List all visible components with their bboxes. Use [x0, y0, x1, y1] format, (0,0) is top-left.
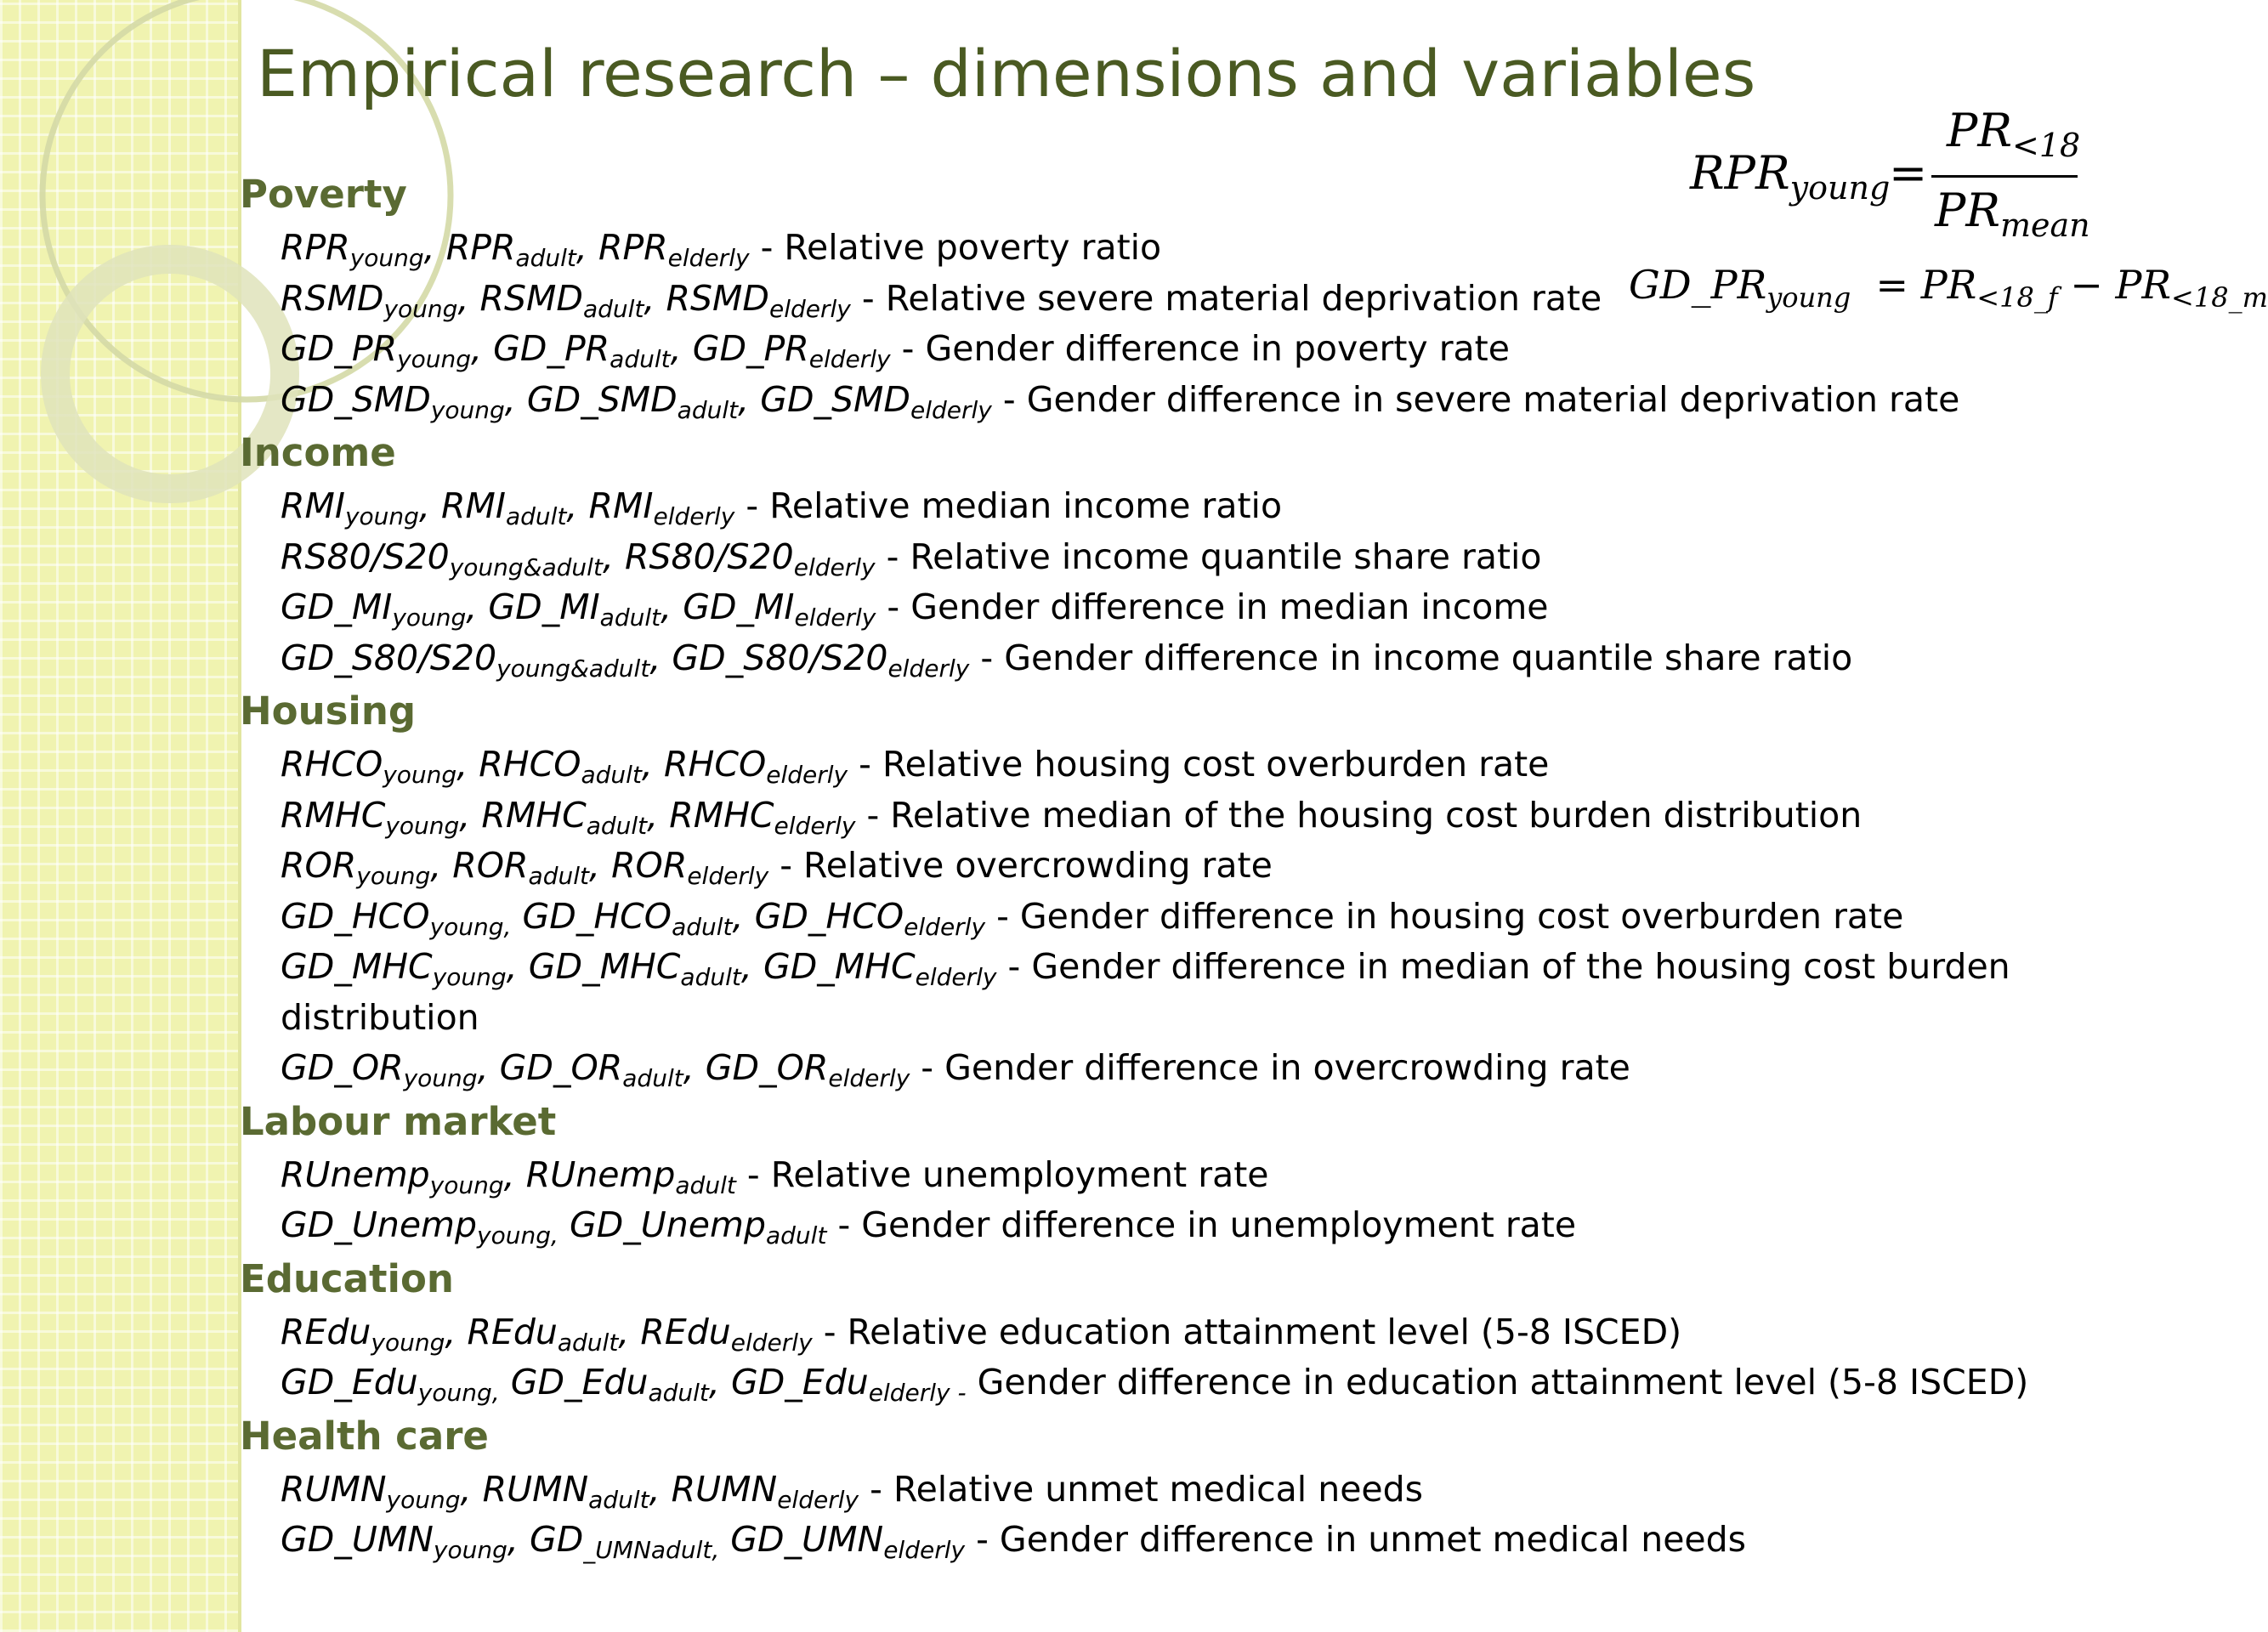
variable-description: - Relative median income ratio [734, 485, 1283, 526]
dimension-section [240, 425, 2144, 683]
variable-line [281, 790, 2144, 842]
variable-description: - Relative poverty ratio [749, 227, 1162, 268]
variable-subscript: young [371, 1328, 445, 1357]
variable-line [281, 942, 2144, 993]
variable-name: REdu [467, 1311, 558, 1352]
variable-name: REdu [640, 1311, 731, 1352]
variable-name: ROR [452, 845, 529, 886]
variable-subscript: adult [581, 761, 642, 789]
variable-line [281, 582, 2144, 633]
variable-subscript: adult [588, 1485, 649, 1514]
variable-subscript: adult [505, 502, 567, 530]
variable-name: GD_MHC [528, 946, 681, 987]
variable-separator: , [466, 586, 489, 627]
formula-gd-pr-term1: PR [1920, 262, 1977, 308]
variable-subscript: elderly [687, 862, 769, 890]
variable-line [281, 1515, 2144, 1566]
dimension-section [240, 167, 2144, 425]
variable-description: - Relative education attainment level (5-8 ISCED) [812, 1311, 1682, 1352]
variable-name: GD_Edu [730, 1362, 869, 1402]
variable-subscript: elderly [828, 1064, 910, 1092]
variable-subscript: young [430, 395, 505, 424]
variable-subscript: young [432, 963, 507, 991]
variable-subscript: elderly [768, 294, 851, 323]
variable-description: - Relative median of the housing cost burden distribution [855, 794, 1863, 836]
variable-separator: , [649, 1468, 672, 1510]
variable-subscript: young [385, 811, 460, 840]
variable-separator: , [576, 227, 598, 268]
variable-description: - Gender difference in overcrowding rate [910, 1047, 1630, 1088]
formula-rpr-numerator [1947, 104, 2081, 164]
variable-separator [558, 1204, 570, 1245]
dimension-section [240, 1094, 2144, 1251]
variable-subscript: adult [528, 862, 589, 890]
variable-name: GD_PR [493, 328, 610, 369]
variable-name: RSMD [666, 277, 769, 319]
variable-name: GD_SMD [281, 378, 431, 420]
variable-subscript: elderly [667, 244, 750, 272]
dimension-heading: Income [240, 430, 396, 475]
variable-line [281, 1200, 2144, 1251]
variable-separator: , [430, 845, 453, 886]
variable-separator: , [708, 1362, 731, 1402]
variable-name: GD_S80/S20 [672, 637, 888, 678]
formula-rpr-equals: = [1889, 146, 1928, 200]
variable-name: RHCO [281, 744, 383, 785]
variable-subscript: elderly [887, 654, 970, 683]
variable-description: - Relative income quantile share ratio [875, 536, 1542, 577]
variable-subscript: adult [677, 395, 739, 424]
variable-subscript: elderly [915, 963, 997, 991]
variable-name: GD_MHC [763, 946, 916, 987]
variable-name: RS80/S20 [281, 536, 450, 577]
variable-subscript: adult [765, 1221, 827, 1250]
variable-line [281, 324, 2144, 375]
variable-name: RUMN [671, 1468, 778, 1510]
variable-description: - Relative housing cost overburden rate [848, 744, 1550, 785]
variable-name: RUnemp [525, 1153, 676, 1195]
variable-subscript: adult [648, 1379, 709, 1407]
variable-name: RPR [445, 227, 516, 268]
variable-name: ROR [611, 845, 688, 886]
variable-subscript: elderly [766, 761, 848, 789]
variable-subscript: young [356, 862, 431, 890]
variable-separator: , [459, 794, 482, 836]
formula-gd-pr-term2-sub: <18_m [2171, 281, 2268, 314]
variable-name: GD_UMN [281, 1519, 434, 1560]
variable-separator: , [471, 328, 494, 369]
variable-subscript: elderly [904, 912, 986, 941]
variable-separator: , [738, 378, 761, 420]
variable-name: RMI [281, 485, 345, 526]
variable-name: RSMD [281, 277, 384, 319]
variable-subscript: elderly [774, 811, 856, 840]
variable-name: GD_MHC [281, 946, 433, 987]
formula-gd-pr-term2: PR [2115, 262, 2172, 308]
variable-name: GD_UMN [730, 1519, 884, 1560]
variable-separator: , [503, 1153, 526, 1195]
variable-separator: , [602, 536, 626, 577]
variable-description: Gender difference in education attainment level (5-8 ISCED) [966, 1362, 2029, 1402]
variable-name: GD_MI [488, 586, 600, 627]
variable-description: - Gender difference in housing cost overburden rate [985, 895, 1904, 937]
variable-description: - Gender difference in poverty rate [890, 328, 1510, 369]
variable-separator [511, 896, 522, 937]
variable-description: - Relative severe material deprivation rate [850, 277, 1602, 319]
variable-separator: , [647, 794, 670, 836]
variable-line [281, 633, 2144, 684]
variable-line [281, 1465, 2144, 1516]
variable-name: GD_HCO [754, 895, 904, 937]
formula-rpr-numerator-sub: <18 [2012, 127, 2081, 164]
variable-description: - Gender difference in median income [876, 586, 1549, 627]
variable-line [281, 375, 2144, 426]
variable-line [281, 841, 2144, 892]
formula-rpr-denominator-base: PR [1935, 184, 2000, 237]
variable-subscript: elderly - [868, 1379, 967, 1407]
formula-rpr-denominator-sub: mean [2000, 207, 2090, 244]
variable-separator: , [683, 1047, 706, 1088]
variable-name: RMI [588, 485, 654, 526]
variable-name: GD_Edu [281, 1362, 418, 1402]
variable-subscript: young [383, 761, 457, 789]
variable-line [281, 1043, 2144, 1094]
variable-name: GD_OR [281, 1047, 404, 1088]
variable-subscript: young [403, 1064, 478, 1092]
variable-name: GD_SMD [760, 378, 910, 420]
variable-name: GD_MI [683, 586, 795, 627]
variable-subscript: elderly [794, 604, 876, 632]
variable-name: RPR [281, 227, 350, 268]
variable-name: RS80/S20 [625, 536, 794, 577]
variable-subscript: young [433, 1536, 507, 1564]
variable-line [281, 1357, 2144, 1408]
dimension-heading: Labour market [240, 1098, 557, 1144]
variable-subscript: elderly [730, 1328, 813, 1357]
variable-subscript: elderly [793, 552, 876, 581]
variable-subscript: young [349, 244, 424, 272]
variable-separator: , [732, 895, 755, 937]
variable-name: GD_Edu [510, 1362, 649, 1402]
variable-subscript: young [383, 294, 458, 323]
variable-name: ROR [281, 845, 357, 886]
variable-line [281, 223, 2144, 274]
variable-name: REdu [281, 1311, 371, 1352]
variable-name: GD_OR [705, 1047, 829, 1088]
variable-subscript: elderly [777, 1485, 859, 1514]
variable-name: RSMD [479, 277, 583, 319]
variable-line [281, 1150, 2144, 1201]
variable-subscript: adult [557, 1328, 619, 1357]
variable-name: GD_OR [499, 1047, 623, 1088]
variable-name: RUMN [482, 1468, 589, 1510]
formula-gd-pr-equals: = [1875, 262, 1909, 308]
variable-name: GD_PR [281, 328, 398, 369]
dimension-heading: Education [240, 1255, 454, 1301]
variable-separator: , [457, 277, 480, 319]
variable-subscript: young [386, 1485, 461, 1514]
variable-description: - Gender difference in unmet medical needs [965, 1519, 1747, 1560]
variable-name: RMHC [281, 794, 386, 836]
variable-subscript: young [397, 345, 472, 373]
variable-line [281, 1307, 2144, 1358]
variable-separator: , [661, 586, 683, 627]
variable-line [281, 274, 2144, 325]
variable-separator [719, 1519, 730, 1560]
variable-separator: , [506, 946, 529, 987]
dimension-section [240, 1408, 2144, 1566]
variable-name: GD [529, 1519, 584, 1560]
variable-subscript: young [344, 502, 419, 530]
variable-name: RMI [441, 485, 506, 526]
variable-description: - Relative overcrowding rate [768, 845, 1273, 886]
variable-separator: , [504, 378, 527, 420]
variable-subscript: young, [429, 912, 512, 941]
formula-gd-pr-lhs-sub: young [1766, 281, 1851, 314]
variable-subscript: elderly [910, 395, 992, 424]
variable-separator: , [456, 744, 479, 785]
variable-line [281, 481, 2144, 532]
formula-gd-pr-lhs: GD_PR [1629, 262, 1767, 308]
slide-title: Empirical research – dimensions and variables [257, 36, 1756, 111]
formula-gd-pr-minus: − [2070, 262, 2103, 308]
variable-subscript: young&adult [449, 552, 603, 581]
variable-name: GD_HCO [281, 895, 430, 937]
variable-subscript: young, [477, 1221, 558, 1250]
variable-separator: , [644, 277, 666, 319]
dimension-heading: Poverty [240, 172, 407, 217]
variable-name: GD_MI [281, 586, 393, 627]
dimension-heading: Housing [240, 688, 417, 734]
variable-subscript: adult [672, 912, 733, 941]
variable-name: RMHC [669, 794, 774, 836]
variable-subscript: elderly [883, 1536, 966, 1564]
variable-name: RHCO [479, 744, 581, 785]
dimension-section [240, 683, 2144, 1094]
variable-separator: , [740, 946, 763, 987]
variable-name: GD_Unemp [569, 1204, 766, 1245]
variable-line [281, 740, 2144, 790]
variable-description: - Gender difference in income quantile share ratio [969, 637, 1853, 678]
variable-separator: , [588, 845, 612, 886]
variable-line [281, 993, 2144, 1044]
formula-gd-pr-term1-sub: <18_f [1976, 281, 2058, 314]
variable-subscript: elderly [653, 502, 735, 530]
variable-separator: , [507, 1519, 530, 1560]
variable-subscript: elderly [808, 345, 891, 373]
variable-name: GD_PR [692, 328, 809, 369]
variable-name: RPR [598, 227, 668, 268]
variable-description: - Relative unmet medical needs [859, 1468, 1424, 1510]
variable-description: distribution [281, 996, 479, 1038]
variable-subscript: young [392, 604, 467, 632]
variable-subscript: young&adult [496, 654, 650, 683]
variable-name: GD_S80/S20 [281, 637, 497, 678]
variable-line [281, 532, 2144, 583]
variable-name: RHCO [664, 744, 767, 785]
formula-rpr-lhs-base: RPR [1690, 146, 1790, 200]
variable-separator: , [445, 1311, 468, 1352]
dimension-heading: Health care [240, 1413, 489, 1459]
variable-name: RUMN [281, 1468, 387, 1510]
variable-description: - Gender difference in unemployment rate [826, 1204, 1577, 1245]
variable-subscript: adult [582, 294, 644, 323]
variable-subscript: _UMNadult, [583, 1536, 720, 1564]
variable-separator: , [566, 485, 589, 526]
variable-subscript: adult [586, 811, 648, 840]
variable-subscript: adult [610, 345, 671, 373]
variable-name: RUnemp [281, 1153, 430, 1195]
variable-name: RMHC [481, 794, 587, 836]
variable-separator: , [460, 1468, 483, 1510]
formula-rpr-lhs-sub: young [1789, 169, 1891, 207]
variable-subscript: young, [417, 1379, 500, 1407]
formula-rpr-numerator-base: PR [1947, 104, 2012, 157]
variable-subscript: adult [680, 963, 741, 991]
variable-description: - Gender difference in median of the housing cost burden [996, 946, 2010, 987]
variable-separator: , [649, 637, 672, 678]
variable-separator: , [423, 227, 446, 268]
variable-subscript: adult [515, 244, 576, 272]
variable-line [281, 892, 2144, 943]
dimensions-list [240, 167, 2144, 1566]
variable-subscript: adult [675, 1170, 736, 1199]
variable-separator: , [618, 1311, 641, 1352]
variable-separator: , [477, 1047, 500, 1088]
dimension-section [240, 1251, 2144, 1408]
variable-name: GD_SMD [526, 378, 678, 420]
variable-subscript: adult [622, 1064, 683, 1092]
variable-description: - Relative unemployment rate [735, 1153, 1269, 1195]
variable-separator: , [418, 485, 442, 526]
variable-description: - Gender difference in severe material deprivation rate [991, 378, 1960, 420]
variable-separator: , [641, 744, 664, 785]
variable-name: GD_HCO [522, 895, 672, 937]
variable-subscript: adult [599, 604, 661, 632]
variable-separator [500, 1362, 511, 1402]
variable-separator: , [670, 328, 693, 369]
variable-subscript: young [429, 1170, 504, 1199]
variable-name: GD_Unemp [281, 1204, 478, 1245]
